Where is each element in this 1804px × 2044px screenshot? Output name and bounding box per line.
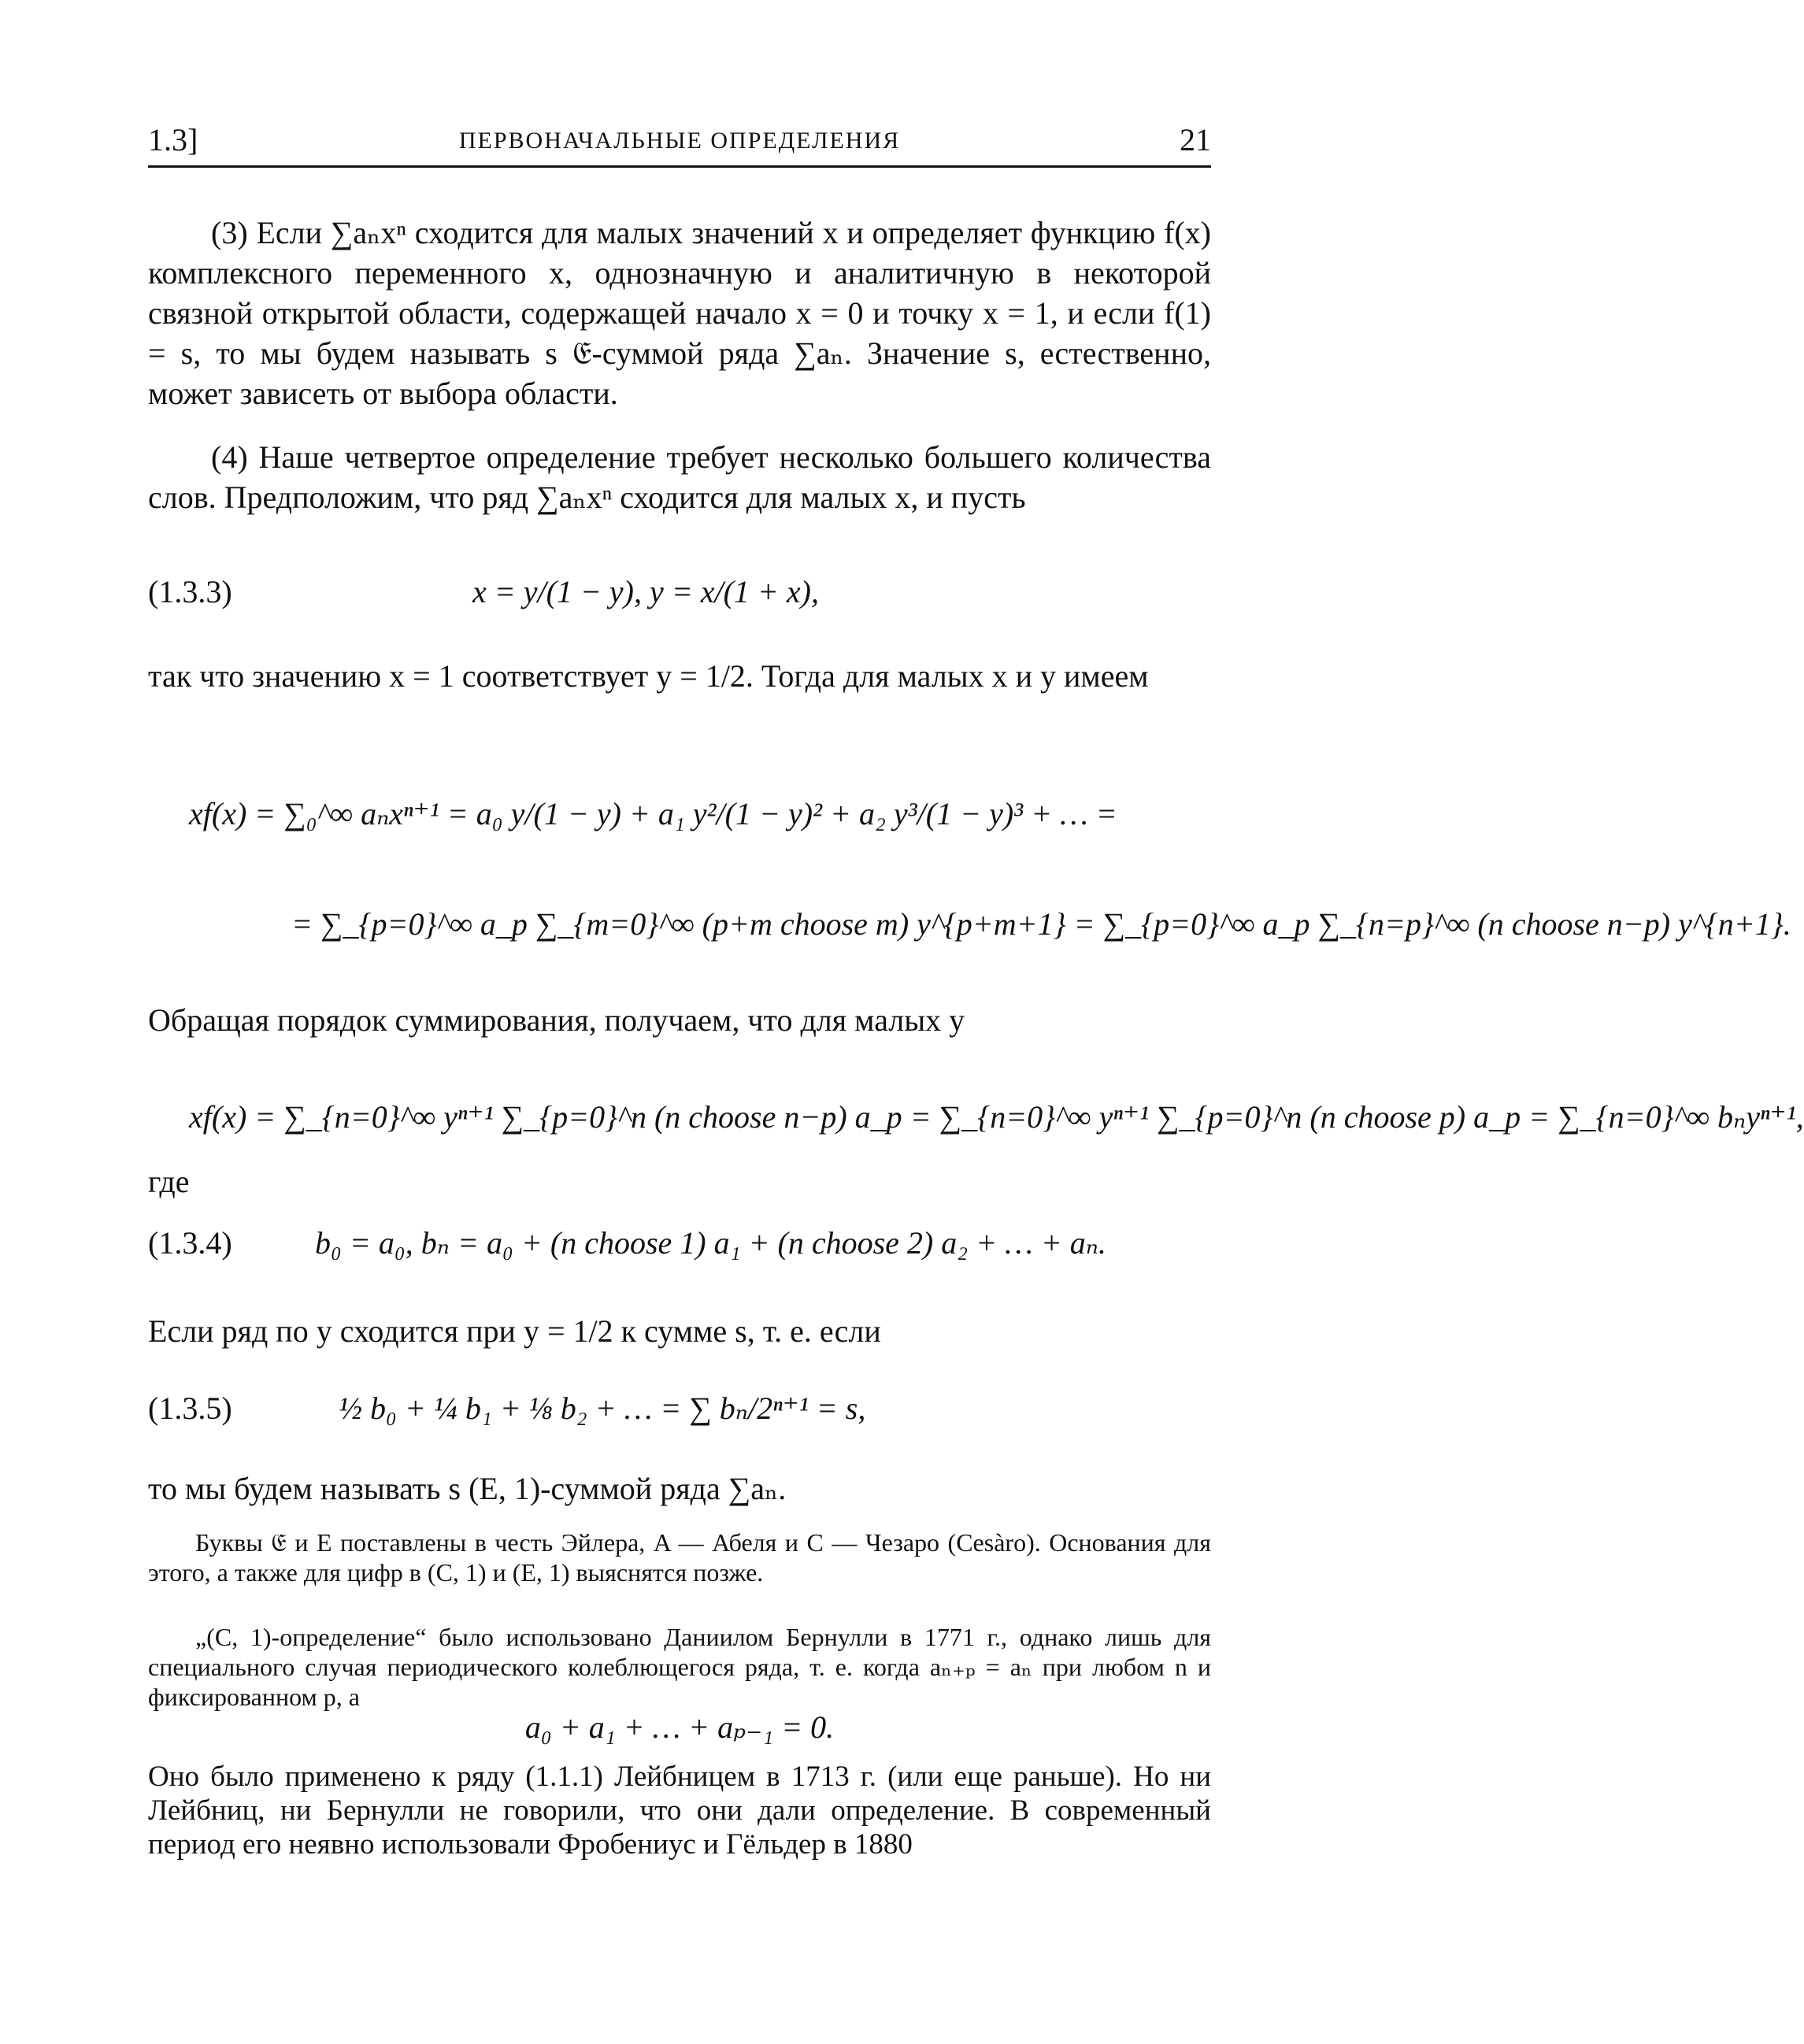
equation-1-3-5: ½ b₀ + ¼ b₁ + ⅛ b₂ + … = ∑ bₙ/2ⁿ⁺¹ = s, [339, 1390, 866, 1426]
equation-1-3-3: x = y/(1 − y), y = x/(1 + x), [472, 574, 819, 609]
equation-xf-expansion-2: = ∑_{p=0}^∞ a_p ∑_{m=0}^∞ (p+m choose m) y^{p+m+1} = ∑_{p=0}^∞ a_p ∑_{n=p}^∞ (n choose n−p) y^{n+1}. [291, 906, 1791, 942]
page-number: 21 [1180, 122, 1211, 157]
equation-label-1-3-4: (1.3.4) [148, 1225, 232, 1261]
equation-label-1-3-3: (1.3.3) [148, 574, 232, 609]
section-number: 1.3] [148, 122, 198, 157]
paragraph-E1-sum: то мы будем называть s (E, 1)-суммой ряда ∑aₙ. [148, 1471, 787, 1506]
paragraph-3: (3) Если ∑aₙxⁿ сходится для малых значений x и определяет функцию f(x) комплексного переменного x, однозначную и аналитичную в некоторой связной открытой области, содержащей начало x = 0 и точку x = 1, и если f(1) = s, то мы будем называть s 𝔈-суммой ряда ∑aₙ. Значение s, естественно, может зависеть от выбора области. [148, 215, 1211, 411]
paragraph-where: где [148, 1164, 190, 1199]
footnote-2: „(C, 1)-определение“ было использовано Даниилом Бернулли в 1771 г., однако лишь для специального случая периодического колеблющегося ряда, т. е. когда aₙ₊ₚ = aₙ при любом n и фиксированном p, а [148, 1623, 1211, 1711]
paragraph-reversal: Обращая порядок суммирования, получаем, что для малых y [148, 1002, 965, 1038]
equation-xf-expansion-3: xf(x) = ∑_{n=0}^∞ yⁿ⁺¹ ∑_{p=0}^n (n choose n−p) a_p = ∑_{n=0}^∞ yⁿ⁺¹ ∑_{p=0}^n (n choose p) a_p = ∑_{n=0}^∞ bₙyⁿ⁺¹, [189, 1099, 1804, 1135]
footnote-equation: a₀ + a₁ + … + aₚ₋₁ = 0. [524, 1709, 835, 1745]
paragraph-transition: так что значению x = 1 соответствует y = 1/2. Тогда для малых x и y имеем [148, 658, 1149, 694]
paragraph-4: (4) Наше четвертое определение требует несколько большего количества слов. Предположим, что ряд ∑aₙxⁿ сходится для малых x, и пусть [148, 439, 1211, 515]
paragraph-if-converges: Если ряд по y сходится при y = 1/2 к сумме s, т. е. если [148, 1313, 881, 1349]
equation-label-1-3-5: (1.3.5) [148, 1390, 232, 1426]
running-title: ПЕРВОНАЧАЛЬНЫЕ ОПРЕДЕЛЕНИЯ [458, 128, 901, 154]
footnote-1: Буквы 𝔈 и E поставлены в честь Эйлера, A — Абеля и C — Чезаро (Cesàro). Основания для этого, а также для цифр в (C, 1) и (E, 1) выяснятся позже. [148, 1528, 1211, 1587]
equation-xf-expansion-1: xf(x) = ∑₀^∞ aₙxⁿ⁺¹ = a₀ y/(1 − y) + a₁ y²/(1 − y)² + a₂ y³/(1 − y)³ + … = [189, 796, 1117, 831]
equation-1-3-4: b₀ = a₀, bₙ = a₀ + (n choose 1) a₁ + (n choose 2) a₂ + … + aₙ. [315, 1225, 1106, 1261]
running-header [148, 117, 1211, 168]
footnote-3: Оно было применено к ряду (1.1.1) Лейбницем в 1713 г. (или еще раньше). Но ни Лейбниц, ни Бернулли не говорили, что они дали определение. В современный период его неявно использовали Фробениус и Гёльдер в 1880 [148, 1761, 1211, 1861]
